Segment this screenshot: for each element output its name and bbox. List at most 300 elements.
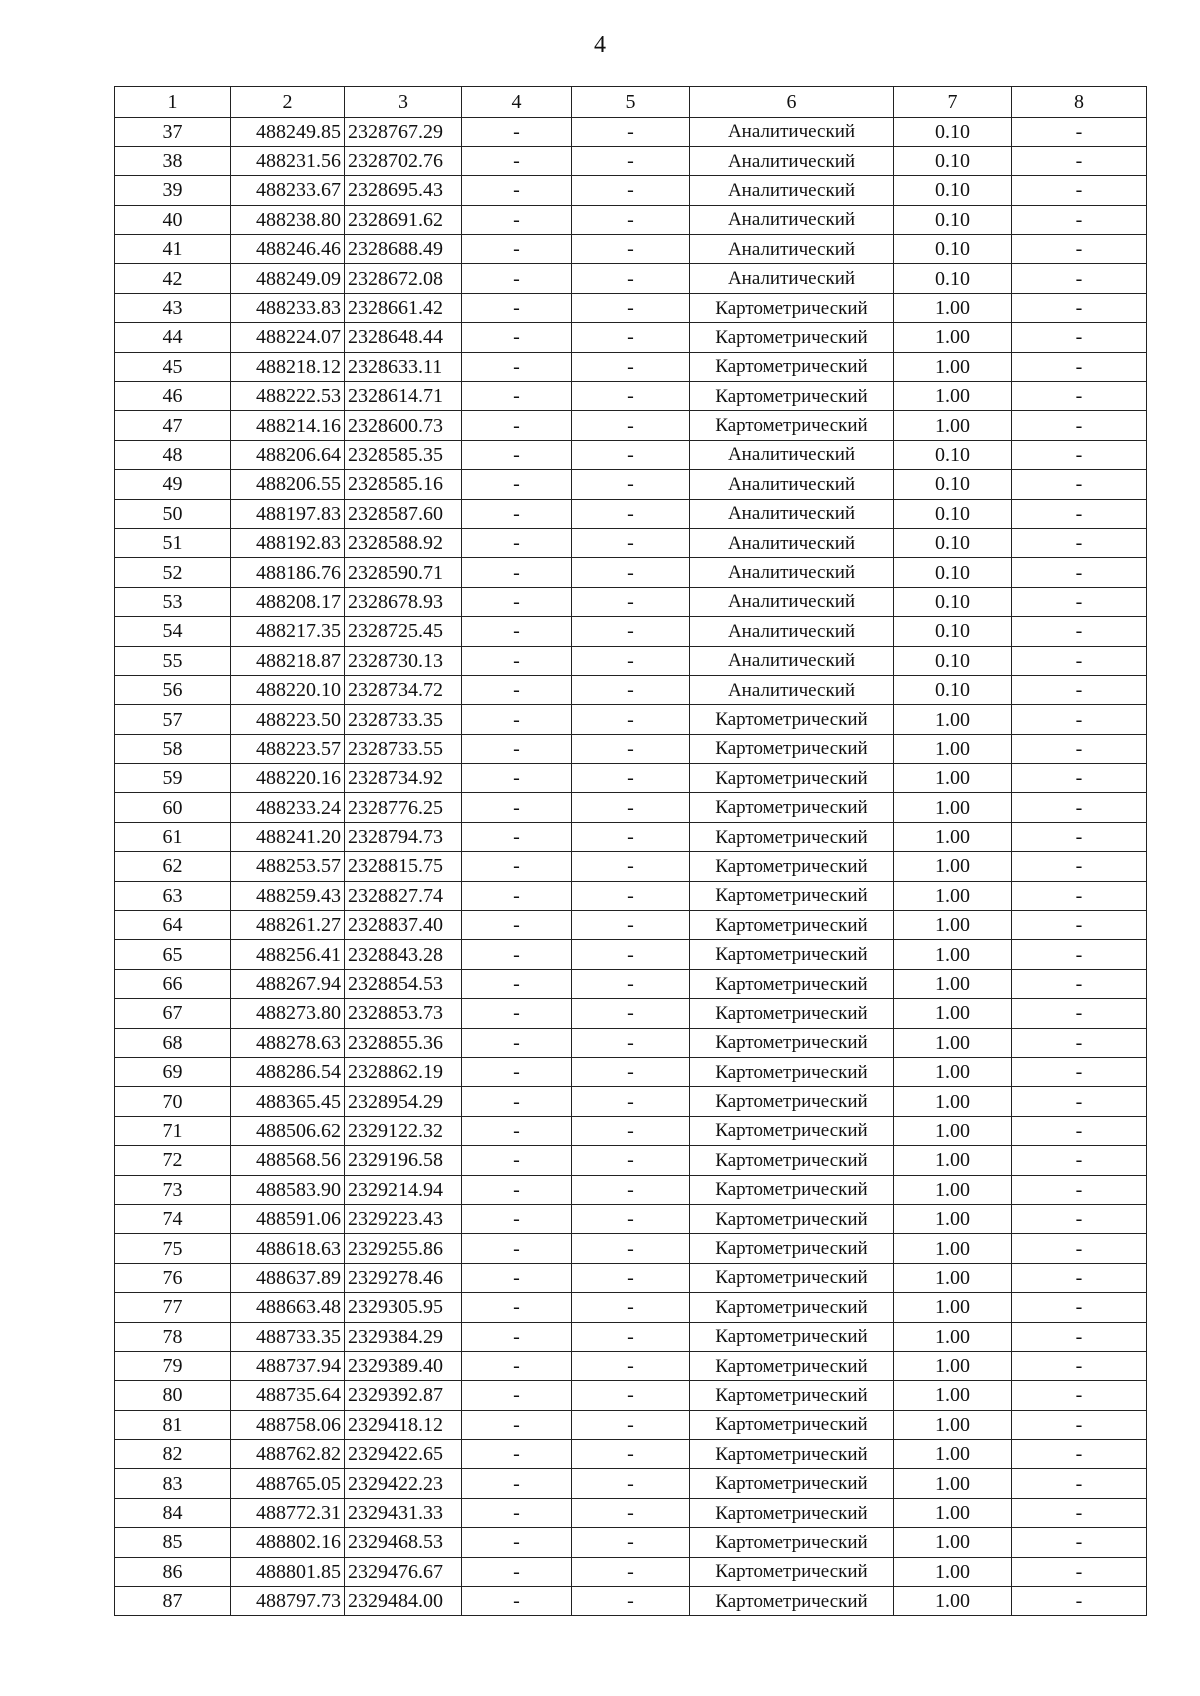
method-cell: Картометрический [690, 411, 894, 440]
col4-cell: - [462, 293, 572, 322]
x-coordinate-cell: 488591.06 [231, 1204, 345, 1233]
method-cell: Картометрический [690, 1204, 894, 1233]
col5-cell: - [572, 675, 690, 704]
header-cell-5: 5 [572, 87, 690, 118]
x-coordinate-cell: 488249.09 [231, 264, 345, 293]
precision-cell: 1.00 [894, 1381, 1012, 1410]
method-cell: Картометрический [690, 793, 894, 822]
x-coordinate-cell: 488758.06 [231, 1410, 345, 1439]
precision-cell: 1.00 [894, 1587, 1012, 1616]
table-row [115, 411, 1147, 440]
x-coordinate-cell: 488278.63 [231, 1028, 345, 1057]
col4-cell: - [462, 911, 572, 940]
col8-cell: - [1012, 1351, 1147, 1380]
point-number-cell: 53 [115, 587, 231, 616]
table-row [115, 764, 1147, 793]
x-coordinate-cell: 488206.55 [231, 470, 345, 499]
col8-cell: - [1012, 1410, 1147, 1439]
col5-cell: - [572, 1293, 690, 1322]
x-coordinate-cell: 488197.83 [231, 499, 345, 528]
precision-cell: 1.00 [894, 1322, 1012, 1351]
col8-cell: - [1012, 1440, 1147, 1469]
col4-cell: - [462, 940, 572, 969]
point-number-cell: 78 [115, 1322, 231, 1351]
precision-cell: 0.10 [894, 117, 1012, 146]
col4-cell: - [462, 969, 572, 998]
table-row [115, 969, 1147, 998]
point-number-cell: 73 [115, 1175, 231, 1204]
method-cell: Картометрический [690, 352, 894, 381]
col8-cell: - [1012, 1293, 1147, 1322]
col4-cell: - [462, 1204, 572, 1233]
point-number-cell: 57 [115, 705, 231, 734]
precision-cell: 1.00 [894, 1498, 1012, 1527]
col4-cell: - [462, 117, 572, 146]
col8-cell: - [1012, 528, 1147, 557]
precision-cell: 1.00 [894, 1087, 1012, 1116]
method-cell: Аналитический [690, 470, 894, 499]
col8-cell: - [1012, 235, 1147, 264]
method-cell: Картометрический [690, 705, 894, 734]
col5-cell: - [572, 323, 690, 352]
y-coordinate-cell: 2329484.00 [345, 1587, 462, 1616]
point-number-cell: 64 [115, 911, 231, 940]
precision-cell: 1.00 [894, 1058, 1012, 1087]
point-number-cell: 63 [115, 881, 231, 910]
method-cell: Картометрический [690, 1146, 894, 1175]
method-cell: Картометрический [690, 881, 894, 910]
method-cell: Картометрический [690, 1469, 894, 1498]
table-row [115, 881, 1147, 910]
precision-cell: 1.00 [894, 969, 1012, 998]
table-row [115, 1498, 1147, 1527]
precision-cell: 1.00 [894, 1263, 1012, 1292]
col8-cell: - [1012, 1204, 1147, 1233]
y-coordinate-cell: 2329223.43 [345, 1204, 462, 1233]
x-coordinate-cell: 488286.54 [231, 1058, 345, 1087]
y-coordinate-cell: 2329422.23 [345, 1469, 462, 1498]
method-cell: Аналитический [690, 587, 894, 616]
x-coordinate-cell: 488733.35 [231, 1322, 345, 1351]
point-number-cell: 50 [115, 499, 231, 528]
col4-cell: - [462, 1116, 572, 1145]
table-row [115, 1058, 1147, 1087]
table-row [115, 999, 1147, 1028]
precision-cell: 1.00 [894, 881, 1012, 910]
col8-cell: - [1012, 440, 1147, 469]
col8-cell: - [1012, 705, 1147, 734]
point-number-cell: 67 [115, 999, 231, 1028]
table-row [115, 1440, 1147, 1469]
table-row [115, 1410, 1147, 1439]
y-coordinate-cell: 2328661.42 [345, 293, 462, 322]
col8-cell: - [1012, 176, 1147, 205]
col8-cell: - [1012, 558, 1147, 587]
col5-cell: - [572, 822, 690, 851]
point-number-cell: 59 [115, 764, 231, 793]
x-coordinate-cell: 488238.80 [231, 205, 345, 234]
point-number-cell: 82 [115, 1440, 231, 1469]
x-coordinate-cell: 488186.76 [231, 558, 345, 587]
x-coordinate-cell: 488801.85 [231, 1557, 345, 1586]
col4-cell: - [462, 881, 572, 910]
col4-cell: - [462, 1587, 572, 1616]
col5-cell: - [572, 969, 690, 998]
table-row [115, 382, 1147, 411]
col4-cell: - [462, 205, 572, 234]
y-coordinate-cell: 2328587.60 [345, 499, 462, 528]
col8-cell: - [1012, 1087, 1147, 1116]
col4-cell: - [462, 1234, 572, 1263]
point-number-cell: 54 [115, 617, 231, 646]
col8-cell: - [1012, 1381, 1147, 1410]
col8-cell: - [1012, 734, 1147, 763]
table-row [115, 1381, 1147, 1410]
table-row [115, 323, 1147, 352]
col4-cell: - [462, 528, 572, 557]
point-number-cell: 68 [115, 1028, 231, 1057]
y-coordinate-cell: 2328734.72 [345, 675, 462, 704]
table-row [115, 1204, 1147, 1233]
col8-cell: - [1012, 1175, 1147, 1204]
col8-cell: - [1012, 1587, 1147, 1616]
precision-cell: 1.00 [894, 352, 1012, 381]
col4-cell: - [462, 1058, 572, 1087]
header-cell-6: 6 [690, 87, 894, 118]
precision-cell: 1.00 [894, 411, 1012, 440]
col5-cell: - [572, 352, 690, 381]
precision-cell: 1.00 [894, 734, 1012, 763]
col8-cell: - [1012, 587, 1147, 616]
point-number-cell: 38 [115, 146, 231, 175]
y-coordinate-cell: 2329196.58 [345, 1146, 462, 1175]
point-number-cell: 51 [115, 528, 231, 557]
col5-cell: - [572, 617, 690, 646]
y-coordinate-cell: 2328854.53 [345, 969, 462, 998]
table-row [115, 440, 1147, 469]
table-row [115, 1587, 1147, 1616]
method-cell: Картометрический [690, 822, 894, 851]
col4-cell: - [462, 1322, 572, 1351]
method-cell: Картометрический [690, 1058, 894, 1087]
x-coordinate-cell: 488241.20 [231, 822, 345, 851]
y-coordinate-cell: 2328695.43 [345, 176, 462, 205]
x-coordinate-cell: 488663.48 [231, 1293, 345, 1322]
col4-cell: - [462, 382, 572, 411]
col8-cell: - [1012, 323, 1147, 352]
method-cell: Картометрический [690, 1263, 894, 1292]
col5-cell: - [572, 911, 690, 940]
x-coordinate-cell: 488267.94 [231, 969, 345, 998]
method-cell: Аналитический [690, 117, 894, 146]
table-row [115, 940, 1147, 969]
table-row [115, 117, 1147, 146]
method-cell: Картометрический [690, 1498, 894, 1527]
method-cell: Картометрический [690, 734, 894, 763]
precision-cell: 0.10 [894, 176, 1012, 205]
col8-cell: - [1012, 969, 1147, 998]
point-number-cell: 39 [115, 176, 231, 205]
table-row [115, 205, 1147, 234]
col4-cell: - [462, 323, 572, 352]
precision-cell: 0.10 [894, 528, 1012, 557]
precision-cell: 1.00 [894, 1028, 1012, 1057]
col8-cell: - [1012, 146, 1147, 175]
table-row [115, 1469, 1147, 1498]
col5-cell: - [572, 1410, 690, 1439]
coordinates-table [114, 86, 1147, 1616]
col5-cell: - [572, 264, 690, 293]
col4-cell: - [462, 1381, 572, 1410]
page-number: 4 [594, 32, 606, 58]
y-coordinate-cell: 2328688.49 [345, 235, 462, 264]
col5-cell: - [572, 734, 690, 763]
point-number-cell: 74 [115, 1204, 231, 1233]
col4-cell: - [462, 617, 572, 646]
method-cell: Картометрический [690, 764, 894, 793]
col5-cell: - [572, 293, 690, 322]
method-cell: Картометрический [690, 382, 894, 411]
col5-cell: - [572, 205, 690, 234]
table-header-row [115, 87, 1147, 118]
col8-cell: - [1012, 1322, 1147, 1351]
y-coordinate-cell: 2328776.25 [345, 793, 462, 822]
point-number-cell: 45 [115, 352, 231, 381]
col5-cell: - [572, 558, 690, 587]
y-coordinate-cell: 2329431.33 [345, 1498, 462, 1527]
point-number-cell: 58 [115, 734, 231, 763]
col4-cell: - [462, 1175, 572, 1204]
col5-cell: - [572, 1058, 690, 1087]
col5-cell: - [572, 999, 690, 1028]
y-coordinate-cell: 2328734.92 [345, 764, 462, 793]
header-cell-1: 1 [115, 87, 231, 118]
method-cell: Картометрический [690, 1557, 894, 1586]
point-number-cell: 47 [115, 411, 231, 440]
method-cell: Картометрический [690, 940, 894, 969]
point-number-cell: 80 [115, 1381, 231, 1410]
precision-cell: 1.00 [894, 1234, 1012, 1263]
x-coordinate-cell: 488233.24 [231, 793, 345, 822]
col4-cell: - [462, 411, 572, 440]
table-row [115, 235, 1147, 264]
point-number-cell: 37 [115, 117, 231, 146]
col8-cell: - [1012, 822, 1147, 851]
y-coordinate-cell: 2328590.71 [345, 558, 462, 587]
y-coordinate-cell: 2329278.46 [345, 1263, 462, 1292]
table-row [115, 1116, 1147, 1145]
col4-cell: - [462, 587, 572, 616]
table-row [115, 587, 1147, 616]
x-coordinate-cell: 488273.80 [231, 999, 345, 1028]
precision-cell: 1.00 [894, 382, 1012, 411]
point-number-cell: 79 [115, 1351, 231, 1380]
y-coordinate-cell: 2328725.45 [345, 617, 462, 646]
col5-cell: - [572, 146, 690, 175]
method-cell: Картометрический [690, 911, 894, 940]
method-cell: Картометрический [690, 1087, 894, 1116]
point-number-cell: 61 [115, 822, 231, 851]
table-row [115, 852, 1147, 881]
table-body [115, 87, 1147, 1616]
col5-cell: - [572, 1175, 690, 1204]
x-coordinate-cell: 488618.63 [231, 1234, 345, 1263]
method-cell: Аналитический [690, 264, 894, 293]
table-row [115, 528, 1147, 557]
precision-cell: 1.00 [894, 940, 1012, 969]
x-coordinate-cell: 488365.45 [231, 1087, 345, 1116]
y-coordinate-cell: 2328588.92 [345, 528, 462, 557]
col4-cell: - [462, 1528, 572, 1557]
table-row [115, 176, 1147, 205]
x-coordinate-cell: 488246.46 [231, 235, 345, 264]
col5-cell: - [572, 1116, 690, 1145]
col4-cell: - [462, 1263, 572, 1292]
x-coordinate-cell: 488222.53 [231, 382, 345, 411]
point-number-cell: 55 [115, 646, 231, 675]
y-coordinate-cell: 2328843.28 [345, 940, 462, 969]
col5-cell: - [572, 411, 690, 440]
point-number-cell: 69 [115, 1058, 231, 1087]
y-coordinate-cell: 2328614.71 [345, 382, 462, 411]
col5-cell: - [572, 440, 690, 469]
y-coordinate-cell: 2328855.36 [345, 1028, 462, 1057]
table-row [115, 1322, 1147, 1351]
y-coordinate-cell: 2329476.67 [345, 1557, 462, 1586]
col4-cell: - [462, 822, 572, 851]
x-coordinate-cell: 488261.27 [231, 911, 345, 940]
x-coordinate-cell: 488223.50 [231, 705, 345, 734]
precision-cell: 1.00 [894, 293, 1012, 322]
x-coordinate-cell: 488220.16 [231, 764, 345, 793]
y-coordinate-cell: 2328730.13 [345, 646, 462, 675]
col8-cell: - [1012, 470, 1147, 499]
precision-cell: 0.10 [894, 675, 1012, 704]
table-row [115, 293, 1147, 322]
col4-cell: - [462, 1469, 572, 1498]
x-coordinate-cell: 488583.90 [231, 1175, 345, 1204]
y-coordinate-cell: 2328767.29 [345, 117, 462, 146]
method-cell: Аналитический [690, 558, 894, 587]
method-cell: Картометрический [690, 1381, 894, 1410]
x-coordinate-cell: 488506.62 [231, 1116, 345, 1145]
precision-cell: 1.00 [894, 1440, 1012, 1469]
col8-cell: - [1012, 999, 1147, 1028]
header-cell-8: 8 [1012, 87, 1147, 118]
col5-cell: - [572, 117, 690, 146]
method-cell: Аналитический [690, 617, 894, 646]
method-cell: Картометрический [690, 1410, 894, 1439]
col8-cell: - [1012, 1028, 1147, 1057]
header-cell-4: 4 [462, 87, 572, 118]
point-number-cell: 75 [115, 1234, 231, 1263]
col8-cell: - [1012, 911, 1147, 940]
col5-cell: - [572, 470, 690, 499]
y-coordinate-cell: 2328862.19 [345, 1058, 462, 1087]
col8-cell: - [1012, 1058, 1147, 1087]
point-number-cell: 41 [115, 235, 231, 264]
col5-cell: - [572, 1587, 690, 1616]
col8-cell: - [1012, 617, 1147, 646]
y-coordinate-cell: 2328954.29 [345, 1087, 462, 1116]
col8-cell: - [1012, 264, 1147, 293]
precision-cell: 1.00 [894, 1528, 1012, 1557]
table-row [115, 264, 1147, 293]
method-cell: Картометрический [690, 1116, 894, 1145]
y-coordinate-cell: 2328585.35 [345, 440, 462, 469]
y-coordinate-cell: 2328585.16 [345, 470, 462, 499]
precision-cell: 1.00 [894, 1175, 1012, 1204]
col4-cell: - [462, 146, 572, 175]
x-coordinate-cell: 488568.56 [231, 1146, 345, 1175]
point-number-cell: 86 [115, 1557, 231, 1586]
precision-cell: 0.10 [894, 617, 1012, 646]
x-coordinate-cell: 488253.57 [231, 852, 345, 881]
method-cell: Картометрический [690, 852, 894, 881]
method-cell: Аналитический [690, 235, 894, 264]
col4-cell: - [462, 470, 572, 499]
point-number-cell: 46 [115, 382, 231, 411]
col4-cell: - [462, 646, 572, 675]
col5-cell: - [572, 499, 690, 528]
col5-cell: - [572, 852, 690, 881]
col5-cell: - [572, 1028, 690, 1057]
point-number-cell: 76 [115, 1263, 231, 1292]
col5-cell: - [572, 1351, 690, 1380]
table-row [115, 1557, 1147, 1586]
col4-cell: - [462, 1557, 572, 1586]
precision-cell: 1.00 [894, 1116, 1012, 1145]
col8-cell: - [1012, 205, 1147, 234]
col5-cell: - [572, 587, 690, 616]
col5-cell: - [572, 1322, 690, 1351]
y-coordinate-cell: 2329384.29 [345, 1322, 462, 1351]
point-number-cell: 65 [115, 940, 231, 969]
y-coordinate-cell: 2328600.73 [345, 411, 462, 440]
point-number-cell: 87 [115, 1587, 231, 1616]
col5-cell: - [572, 1263, 690, 1292]
y-coordinate-cell: 2328733.55 [345, 734, 462, 763]
col4-cell: - [462, 1410, 572, 1439]
method-cell: Картометрический [690, 1528, 894, 1557]
col4-cell: - [462, 352, 572, 381]
col8-cell: - [1012, 675, 1147, 704]
y-coordinate-cell: 2328794.73 [345, 822, 462, 851]
precision-cell: 1.00 [894, 1557, 1012, 1586]
table-row [115, 1087, 1147, 1116]
x-coordinate-cell: 488220.10 [231, 675, 345, 704]
col4-cell: - [462, 440, 572, 469]
col5-cell: - [572, 1498, 690, 1527]
method-cell: Картометрический [690, 1351, 894, 1380]
precision-cell: 1.00 [894, 1293, 1012, 1322]
header-cell-3: 3 [345, 87, 462, 118]
precision-cell: 0.10 [894, 146, 1012, 175]
col5-cell: - [572, 235, 690, 264]
point-number-cell: 60 [115, 793, 231, 822]
point-number-cell: 48 [115, 440, 231, 469]
precision-cell: 0.10 [894, 587, 1012, 616]
precision-cell: 1.00 [894, 705, 1012, 734]
point-number-cell: 66 [115, 969, 231, 998]
table-row [115, 1528, 1147, 1557]
point-number-cell: 42 [115, 264, 231, 293]
method-cell: Картометрический [690, 1293, 894, 1322]
table-row [115, 558, 1147, 587]
col8-cell: - [1012, 1116, 1147, 1145]
col8-cell: - [1012, 1498, 1147, 1527]
col5-cell: - [572, 1087, 690, 1116]
